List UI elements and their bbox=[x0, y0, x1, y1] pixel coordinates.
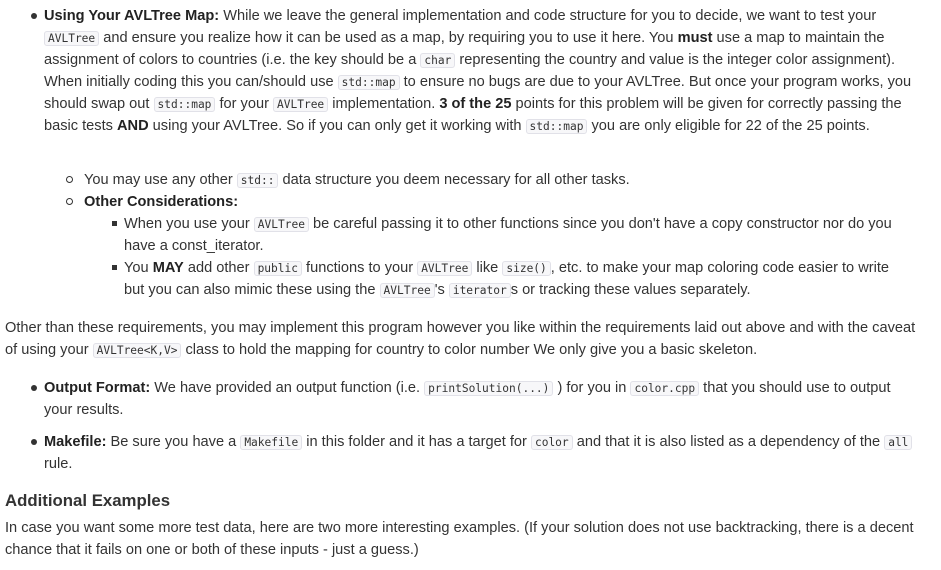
nested-list-item-copy-constructor: When you use your AVLTree be careful passing it to other functions since you don't have a copy constructor nor do you have a const_iterator. bbox=[124, 213, 904, 257]
section-heading-additional-examples: Additional Examples bbox=[5, 491, 171, 510]
inline-code: char bbox=[420, 53, 455, 68]
inline-code: AVLTree bbox=[273, 97, 328, 112]
bullet-square-icon bbox=[112, 221, 117, 226]
inline-code: all bbox=[884, 435, 912, 450]
sub-list-item-other-considerations: Other Considerations: bbox=[84, 191, 914, 213]
bullet-disc-icon bbox=[31, 13, 37, 19]
inline-code: AVLTree bbox=[417, 261, 472, 276]
nested-list-item-may-add: You MAY add other public functions to your AVLTree like size() , etc. to make your map coloring code easier to write but you can also mimic these using the AVLTree 's iterator s or tracking these values separately. bbox=[124, 257, 904, 301]
inline-code: AVLTree bbox=[44, 31, 99, 46]
inline-code: AVLTree bbox=[254, 217, 309, 232]
list-item-makefile: Makefile: Be sure you have a Makefile in this folder and it has a target for color and that it is also listed as a dependency of the all rule. bbox=[44, 431, 914, 475]
bullet-circle-icon bbox=[66, 176, 73, 183]
inline-code: AVLTree bbox=[380, 283, 435, 298]
inline-code: std::map bbox=[338, 75, 400, 90]
bullet-square-icon bbox=[112, 265, 117, 270]
inline-code: size() bbox=[502, 261, 550, 276]
bullet-disc-icon bbox=[31, 439, 37, 445]
requirements-paragraph: Other than these requirements, you may implement this program however you like within the requirements laid out above and with the caveat of using your AVLTree<K,V> class to hold the mapping for country to color number We only give you a basic skeleton. bbox=[5, 320, 916, 358]
additional-examples-paragraph: In case you want some more test data, here are two more interesting examples. (If your solution does not use backtracking, there is a decent chance that it fails on one or both of these inputs - just a guess.) bbox=[5, 520, 914, 558]
item-heading: Using Your AVLTree Map: bbox=[44, 8, 220, 24]
inline-code: std:: bbox=[237, 173, 279, 188]
bullet-circle-icon bbox=[66, 198, 73, 205]
bullet-disc-icon bbox=[31, 385, 37, 391]
inline-code: color bbox=[531, 435, 573, 450]
inline-code: color.cpp bbox=[630, 381, 699, 396]
inline-code: AVLTree<K,V> bbox=[93, 343, 182, 358]
sub-list-item-std: You may use any other std:: data structure you deem necessary for all other tasks. bbox=[84, 169, 914, 191]
list-item-output-format: Output Format: We have provided an output function (i.e. printSolution(...) ) for you in color.cpp that you should use to output your results. bbox=[44, 377, 914, 421]
inline-code: printSolution(...) bbox=[424, 381, 553, 396]
inline-code: Makefile bbox=[240, 435, 302, 450]
list-item-avltree-map: Using Your AVLTree Map: While we leave the general implementation and code structure for you to decide, we want to test your AVLTree and ensure you realize how it can be used as a map, by requiring you to use it here. You must use a map to maintain the assignment of colors to countries (i.e. the key should be a char representing the country and value is the integer color assignment). When initially coding this you can/should use std::map to ensure no bugs are due to your AVLTree. But once your program works, you should swap out std::map for your AVLTree implementation. 3 of the 25 points for this problem will be given for correctly passing the basic tests AND using your AVLTree. So if you can only get it working with std::map you are only eligible for 22 of the 25 points. bbox=[44, 5, 914, 137]
inline-code: public bbox=[254, 261, 302, 276]
inline-code: std::map bbox=[154, 97, 216, 112]
inline-code: iterator bbox=[449, 283, 511, 298]
inline-code: std::map bbox=[526, 119, 588, 134]
